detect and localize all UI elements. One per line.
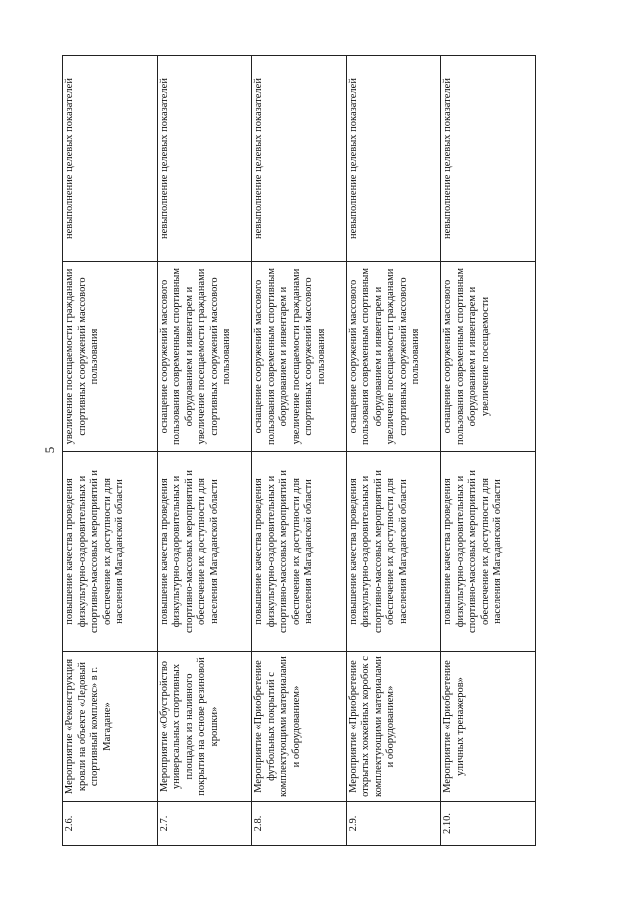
goal-cell: повышение качества проведения физкультурно-оздоровительных и спортивно-массовых мероприятий и обеспечение их доступности для населения Магаданской области — [157, 452, 252, 652]
table-row — [157, 56, 252, 846]
goal-cell: повышение качества проведения физкультурно-оздоровительных и спортивно-массовых мероприятий и обеспечение их доступности для населения Магаданской области — [346, 452, 441, 652]
row-number: 2.8. — [252, 802, 347, 846]
risk-cell: невыполнение целевых показателей — [346, 56, 441, 262]
event-cell: Мероприятие «Обустройство универсальных спортивных площадок из наливного покрытия на основе резиновой крошки» — [157, 652, 252, 802]
table-row — [63, 56, 158, 846]
risk-cell: невыполнение целевых показателей — [157, 56, 252, 262]
risk-cell: невыполнение целевых показателей — [441, 56, 536, 262]
table-row — [252, 56, 347, 846]
risk-cell: невыполнение целевых показателей — [63, 56, 158, 262]
result-cell: оснащение сооружений массового пользования современным спортивным оборудованием и инвентарем и увеличение посещаемости гражданами спортивных сооружений массового пользования — [252, 262, 347, 452]
event-cell: Мероприятие «Приобретение открытых хоккейных коробок с комплектующими материалами и оборудованием» — [346, 652, 441, 802]
row-number: 2.7. — [157, 802, 252, 846]
table-row — [346, 56, 441, 846]
goal-cell: повышение качества проведения физкультурно-оздоровительных и спортивно-массовых мероприятий и обеспечение их доступности для населения Магаданской области — [441, 452, 536, 652]
row-number: 2.9. — [346, 802, 441, 846]
result-cell: увеличение посещаемости гражданами спортивных сооружений массового пользования — [63, 262, 158, 452]
risk-cell: невыполнение целевых показателей — [252, 56, 347, 262]
event-cell: Мероприятие «Приобретение футбольных покрытий с комплектующими материалами и оборудованием» — [252, 652, 347, 802]
goal-cell: повышение качества проведения физкультурно-оздоровительных и спортивно-массовых мероприятий и обеспечение их доступности для населения Магаданской области — [252, 452, 347, 652]
row-number: 2.6. — [63, 802, 158, 846]
page-number: 5 — [42, 446, 57, 454]
result-cell: оснащение сооружений массового пользования современным спортивным оборудованием и инвентарем и увеличение посещаемости — [441, 262, 536, 452]
result-cell: оснащение сооружений массового пользования современным спортивным оборудованием и инвентарем и увеличение посещаемости гражданами спортивных сооружений массового пользования — [346, 262, 441, 452]
table-row — [441, 56, 536, 846]
event-cell: Мероприятие «Реконструкция кровли на объекте «Ледовый спортивный комплекс» в г. Магадане» — [63, 652, 158, 802]
event-cell: Мероприятие «Приобретение уличных тренажеров» — [441, 652, 536, 802]
program-table — [62, 55, 536, 846]
goal-cell: повышение качества проведения физкультурно-оздоровительных и спортивно-массовых мероприятий и обеспечение их доступности для населения Магаданской области — [63, 452, 158, 652]
rotated-table-wrapper — [62, 56, 535, 846]
row-number: 2.10. — [441, 802, 536, 846]
result-cell: оснащение сооружений массового пользования современным спортивным оборудованием и инвентарем и увеличение посещаемости гражданами спортивных сооружений массового пользования — [157, 262, 252, 452]
